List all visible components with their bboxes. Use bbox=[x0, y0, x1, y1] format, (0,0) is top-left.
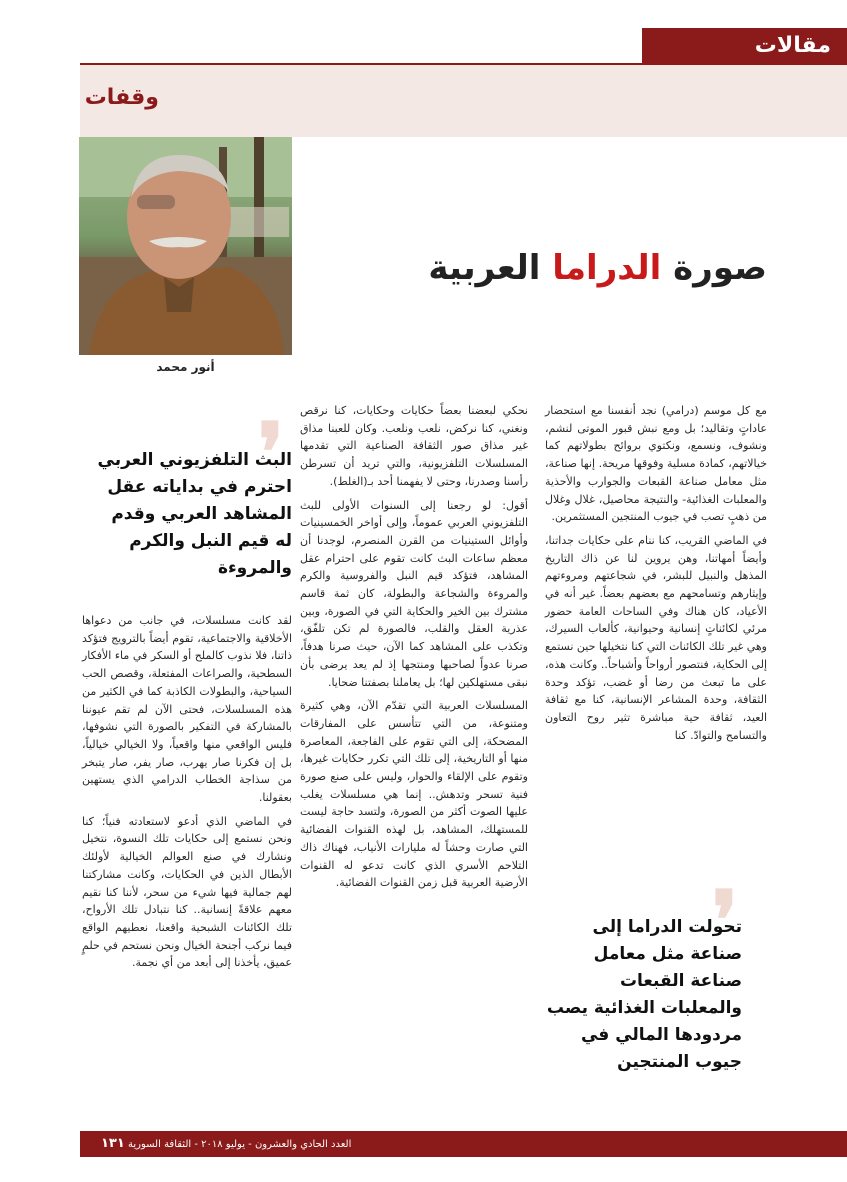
section-label: مقالات bbox=[754, 33, 831, 58]
paragraph: أقول: لو رجعنا إلى السنوات الأولى للبث التلفزيوني العربي عموماً، وإلى أواخر الخمسينيات وأوائل الستينيات من القرن المنصرم، لوجدنا أن معظم ساعات البث كانت تقوم على احترام عقل المشاهد، فتؤكد قيم النبل والفروسية والكرم والمروءة والشجاعة والبطولة، كان ثمة قاسم مشترك بين الخير والحكاية التي في الصورة، وبين عذرية العقل والقلب، فالصورة لم تكن تلفّق، وتكذب على المشاهد كما الآن، حيث صرنا هدفاً، صرنا عدواً لصاحبها ومنتجها إذ لم يعد يرضى بأن نبقى مستهلكين لها؛ بل يعاملنا بصفتنا ضحايا. bbox=[300, 498, 528, 689]
paragraph: لقد كانت مسلسلات، في جانب من دعواها الأخلاقية والاجتماعية، تقوم أيضاً بالترويج فتؤكد ذاتنا، فلا نذوب كالملح أو السكر في ماء الأفكار السطحية، والصراعات المفتعلة، وقصص الحب السياحية، والبطولات الكاذبة كما في الكثير من هذه المسلسلات، فحتى الآن لم تقم عيوننا بالمشاركة في التفكير بالصورة التي نشوفها، فليس الواقعي منها واقعياً، ولا الخيالي خيالياً، بل إن فكرنا صار يهرب، صار يفر، صار يتبخر من سذاجة الخطاب الدرامي الذي يستهين بعقولنا. bbox=[82, 614, 292, 805]
subsection-label: وقفات bbox=[84, 85, 159, 110]
magazine-name: الثقافة السورية bbox=[128, 1139, 192, 1150]
paragraph: مع كل موسم (درامي) نجد أنفسنا مع استحضار عاداتٍ وتقاليد؛ بل ومع نبش قبور الموتى لنشم، ونشوف، ونسمع، ونكتوي بروائح بطولاتهم كما خيالاتهم، كمادة مسلية وفوقها مريحة. إنها صناعة، مثل معامل صناعة القبعات والجوارب والأحذية والمعلبات الغذائية- والنتيجة محاصيل، غلال وغلال من ذهبٍ تصب في جيوب المنتجين المستثمرين. bbox=[545, 404, 767, 524]
article-column-3 bbox=[82, 612, 292, 978]
header-band bbox=[80, 65, 847, 137]
paragraph: نحكي لبعضنا بعضاً حكايات وحكايات، كنا نرقص ونغني، كنا نركض، نلعب ونلعب. وكان للعبنا مذاق غير مذاق صور الثقافة الصناعية التي تقدمها المسلسلات التلفزيونية، والتي تريد أن تسرطن رأسنا وصدرنا، وحتى لا يفهمنا أحد بـ(الغلط). bbox=[300, 404, 528, 488]
author-portrait-illustration bbox=[79, 137, 292, 355]
title-word-3: العربية bbox=[428, 248, 541, 288]
quote-mark-icon: ❜ bbox=[258, 405, 284, 499]
issue-info: العدد الحادي والعشرون - يوليو ٢٠١٨ - bbox=[194, 1139, 352, 1150]
article-title bbox=[428, 248, 767, 288]
footer-info bbox=[95, 1131, 351, 1157]
author-name: أنور محمد bbox=[156, 360, 215, 374]
pull-quote-1: البث التلفزيوني العربي احترم في بداياته عقل المشاهد العربي وقدم له قيم النبل والكرم والمروءة bbox=[97, 450, 292, 578]
article-column-2 bbox=[300, 402, 528, 898]
paragraph: المسلسلات العربية التي تقدّم الآن، وهي كثيرة ومتنوعة، من التي تتأسس على المفارقات المضحكة، إلى التي تقوم على الفاجعة، المعاصرة منها أو التاريخية، إلى تلك التي تكرر حكايات غيرها، وتقوم على الإلقاء والحوار، وليس على صنع صورة فنية تسحر وتدهش.. إنما هي مسلسلات يغلب عليها الصوت أكثر من الصورة، ولتسد حاجة ليست للمستهلك، المشاهد، بل لهذه القنوات الفضائية التي صارت وحشاً له مليارات الأنياب، فهناك ذاك التلاحم الأسري الذي كانت تدعو له القنوات الأرضية العربية قبل زمن القنوات الفضائية. bbox=[300, 699, 528, 890]
title-word-2: الدراما bbox=[552, 248, 662, 288]
page-number: ١٣١ bbox=[101, 1136, 125, 1151]
quote-mark-icon: ❜ bbox=[712, 873, 738, 967]
paragraph: في الماضي الذي أدعو لاستعادته فنياً؛ كنا ونحن نستمع إلى حكايات تلك النسوة، نتخيل ونشارك في صنع العوالم الخيالية لأولئك الأبطال الذين في الحكايات، وكانت مشاركتنا لهم جمالية فيها شيء من سحر، لأننا كنا نقيم معهم علاقةً إنسانية.. كنا نتبادل تلك الأرواح، تلك الكائنات الشبحية واقعنا، نعطيهم الواقع فيما نركب أجنحة الخيال ونحن نستحم في حلمٍ عميق، يأخذنا إلى أبعد من أي نجمة. bbox=[82, 814, 292, 970]
author-photo bbox=[79, 137, 292, 355]
title-word-1: صورة bbox=[673, 248, 767, 288]
paragraph: في الماضي القريب، كنا ننام على حكايات جداتنا، وأيضاً أمهاتنا، وهن يروين لنا عن ذاك التاريخ المذهل والنبيل للبشر، في شجاعتهم ومروءتهم وإيثارهم وتسامحهم مع بعضهم بعضاً. غير أنه في الأعياد، كان هناك وفي الساحات العامة حضور مرئي لكائناتٍ إنسانية وحيوانية، كألعاب السيرك، وهي غير تلك الكائنات التي كنا نتخيلها حين نستمع إلى الحكاية، فنتصور أرواحاً وأشباحاً.. وكانت هذه، على ما تبعث من رضا أو غضب، تؤكد وحدة الثقافة، وحدة المشاعر الإنسانية، كنا مع ثقافة العيد، ثقافة حية مباشرة تثير روح التعاون والتسامح والتوادّ. كنا bbox=[545, 533, 767, 742]
article-column-1 bbox=[545, 402, 767, 750]
pull-quote-2: تحولت الدراما إلى صناعة مثل معامل صناعة القبعات والمعلبات الغذائية يصب مردودها المالي في جيوب المنتجين bbox=[546, 917, 742, 1072]
